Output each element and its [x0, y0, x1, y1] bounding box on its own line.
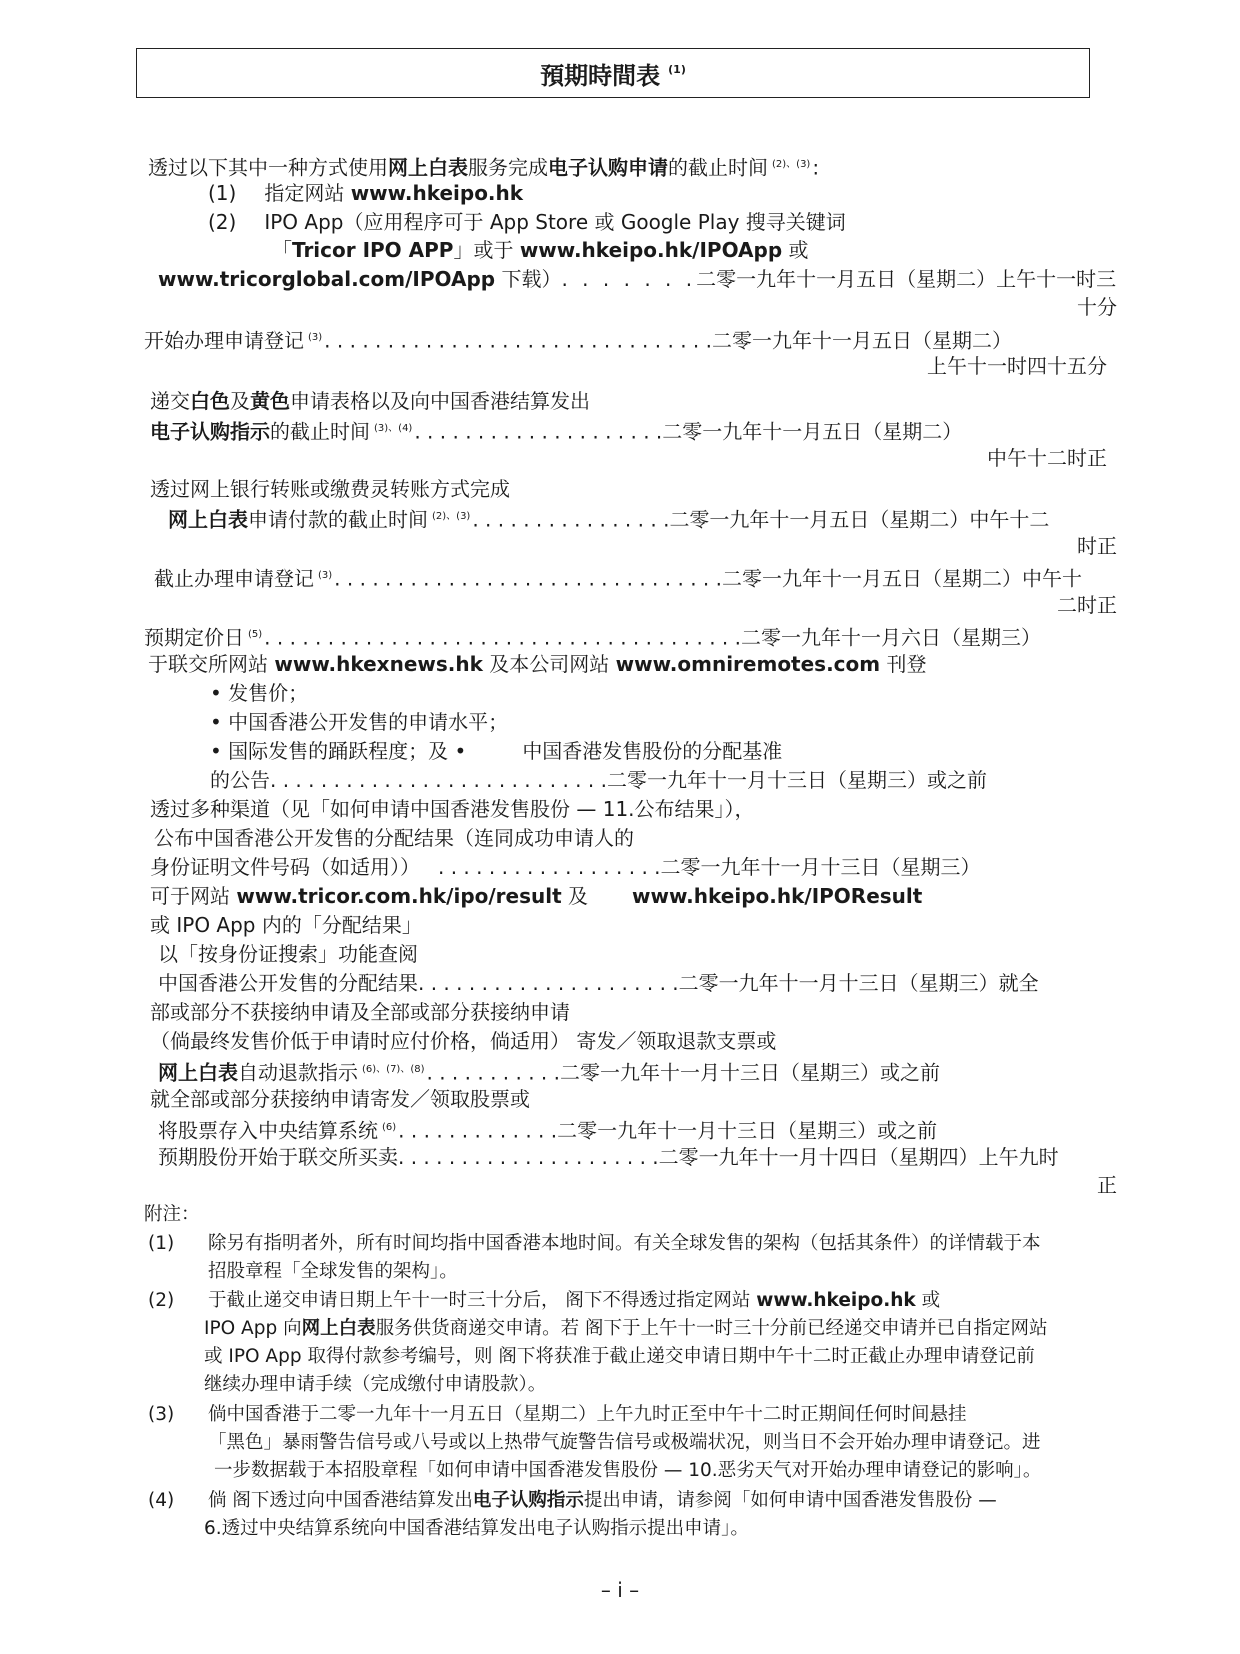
- timetable-line: 透过多种渠道（见「如何申请中国香港发售股份 — 11.公布结果」），: [150, 797, 755, 821]
- timetable-line: 于联交所网站 www.hkexnews.hk 及本公司网站 www.omniremotes.com 刊登: [148, 652, 927, 676]
- timetable-line: 开始办理申请登记 $^{(3)}$ . . . . . . . . . . . . . . . . . . . . . . . . . . . . . . .二零一九年十一月五日（星期二）: [144, 328, 1012, 353]
- note-number: (2): [148, 1290, 175, 1311]
- note-text: 一步数据载于本招股章程「如何申请中国香港发售股份 — 10.恶劣天气对开始办理申请登记的影响」。: [214, 1460, 1042, 1481]
- note-text: 「黑色」暴雨警告信号或八号或以上热带气旋警告信号或极端状况，则当日不会开始办理申请登记。进: [208, 1432, 1041, 1453]
- note-text: 招股章程「全球发售的架构」。: [208, 1261, 458, 1282]
- timetable-line: 的公告. . . . . . . . . . . . . . . . . . . . . . . . . . .二零一九年十一月十三日（星期三）或之前: [210, 768, 987, 792]
- timetable-line: 预期定价日 $^{(5)}$ . . . . . . . . . . . . . . . . . . . . . . . . . . . . . . . . . . . . . .二零一九年十一月六日（星期三）: [144, 625, 1041, 650]
- timetable-line: 以「按身份证搜索」功能查阅: [158, 942, 418, 966]
- timetable-line: 时正: [1077, 534, 1117, 558]
- notes-label: 附注：: [144, 1204, 200, 1225]
- timetable-line: • 中国香港公开发售的申请水平；: [210, 710, 509, 734]
- title-note: (1): [668, 62, 686, 76]
- timetable-line: 网上白表自动退款指示 $^{(6)、(7)、(8)}$ . . . . . . . . . . .二零一九年十一月十三日（星期三）或之前: [158, 1060, 941, 1085]
- note-number: (3): [148, 1404, 175, 1425]
- timetable-line: 可于网站 www.tricor.com.hk/ipo/result 及 www.hkeipo.hk/IPOResult: [150, 884, 923, 908]
- title-text: 預期時間表: [540, 61, 661, 90]
- timetable-line: 正: [1097, 1173, 1117, 1197]
- timetable-line: (2) IPO App（应用程序可于 App Store 或 Google Play 搜寻关键词: [208, 210, 846, 234]
- note-text: 继续办理申请手续（完成缴付申请股款）。: [204, 1374, 547, 1395]
- note-text: 6.透过中央结算系统向中国香港结算发出电子认购指示提出申请」。: [204, 1518, 749, 1539]
- note-number: (1): [148, 1233, 175, 1254]
- timetable-line: 截止办理申请登记 $^{(3)}$ . . . . . . . . . . . . . . . . . . . . . . . . . . . . . . .二零一九年十一月五日（星期二）中午十: [154, 566, 1082, 591]
- timetable-line: • 国际发售的踊跃程度；及 • 中国香港发售股份的分配基准: [210, 739, 783, 763]
- timetable-line: 预期股份开始于联交所买卖. . . . . . . . . . . . . . . . . . . . .二零一九年十一月十四日（星期四）上午九时: [158, 1145, 1059, 1169]
- timetable-line: 公布中国香港公开发售的分配结果（连同成功申请人的: [154, 826, 634, 850]
- timetable-line: 或 IPO App 内的「分配结果」: [150, 913, 422, 937]
- timetable-line: 部或部分不获接纳申请及全部或部分获接纳申请: [150, 1000, 570, 1024]
- timetable-line: (1) 指定网站 www.hkeipo.hk: [208, 181, 524, 205]
- timetable-line: 将股票存入中央结算系统 $^{(6)}$ . . . . . . . . . . . . .二零一九年十一月十三日（星期三）或之前: [158, 1118, 938, 1143]
- timetable-line: 上午十一时四十五分: [927, 354, 1107, 378]
- timetable-line: 透过网上银行转账或缴费灵转账方式完成: [150, 477, 510, 501]
- timetable-line: • 发售价；: [210, 681, 309, 705]
- timetable-line: 中国香港公开发售的分配结果. . . . . . . . . . . . . . . . . . . . .二零一九年十一月十三日（星期三）就全: [158, 971, 1039, 995]
- note-text: IPO App 向网上白表服务供货商递交申请。若 阁下于上午十一时三十分前已经递交申请并已自指定网站: [204, 1318, 1048, 1339]
- note-text: 倘中国香港于二零一九年十一月五日（星期二）上午九时正至中午十二时正期间任何时间悬挂: [208, 1404, 967, 1425]
- note-number: (4): [148, 1490, 175, 1511]
- timetable-line: 透过以下其中一种方式使用网上白表服务完成电子认购申请的截止时间 $^{(2)、(3)}$ :: [148, 155, 820, 180]
- page-title: [136, 48, 1090, 98]
- timetable-line: 中午十二时正: [987, 446, 1107, 470]
- timetable-line: 电子认购指示的截止时间 $^{(3)、(4)}$ . . . . . . . . . . . . . . . . . . . .二零一九年十一月五日（星期二）: [150, 419, 963, 444]
- timetable-line: 就全部或部分获接纳申请寄发／领取股票或: [150, 1087, 530, 1111]
- timetable-line: 「Tricor IPO APP」或于 www.hkeipo.hk/IPOApp 或: [272, 238, 809, 262]
- timetable-line: www.tricorglobal.com/IPOApp 下载）. . . . . . .二零一九年十一月五日（星期二）上午十一时三: [158, 267, 1117, 291]
- timetable-line: 十分: [1077, 295, 1117, 319]
- note-text: 或 IPO App 取得付款参考编号，则 阁下将获准于截止递交申请日期中午十二时正截止办理申请登记前: [204, 1346, 1035, 1367]
- note-text: 倘 阁下透过向中国香港结算发出电子认购指示提出申请，请参阅「如何申请中国香港发售股份 —: [208, 1490, 997, 1511]
- note-text: 除另有指明者外，所有时间均指中国香港本地时间。有关全球发售的架构（包括其条件）的详情载于本: [208, 1233, 1041, 1254]
- page-number: – i –: [600, 1578, 640, 1602]
- timetable-line: 递交白色及黄色申请表格以及向中国香港结算发出: [150, 389, 590, 413]
- timetable-line: （倘最终发售价低于申请时应付价格，倘适用） 寄发／领取退款支票或: [150, 1029, 777, 1053]
- timetable-line: 网上白表申请付款的截止时间 $^{(2)、(3)}$ . . . . . . . . . . . . . . . .二零一九年十一月五日（星期二）中午十二: [168, 507, 1050, 532]
- timetable-line: 二时正: [1057, 593, 1117, 617]
- timetable-line: 身份证明文件号码（如适用）） . . . . . . . . . . . . . . . . . .二零一九年十一月十三日（星期三）: [150, 855, 981, 879]
- note-text: 于截止递交申请日期上午十一时三十分后， 阁下不得透过指定网站 www.hkeipo.hk 或: [208, 1290, 941, 1311]
